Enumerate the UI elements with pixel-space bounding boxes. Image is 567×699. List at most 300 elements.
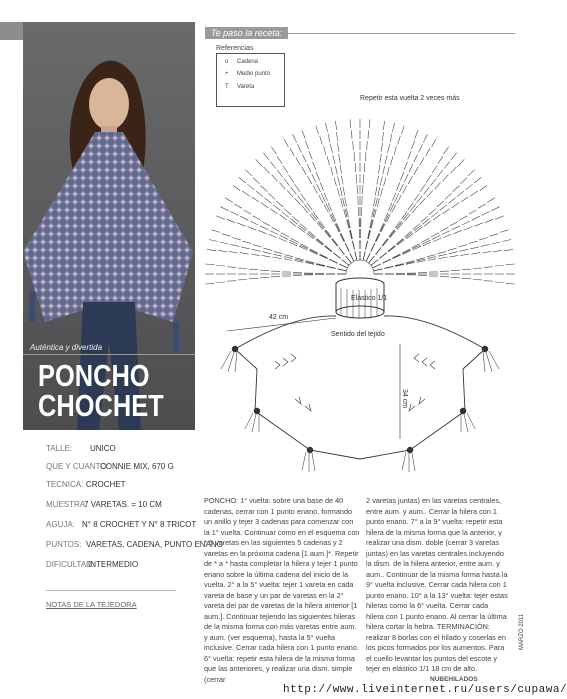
height-label: 34 cm — [401, 389, 408, 409]
stitch-mark — [290, 219, 297, 225]
stitch-mark — [227, 267, 236, 268]
legend-label-medio-punto: Medio punto — [237, 71, 271, 77]
stitch-mark — [458, 245, 467, 247]
stitch-mark — [400, 172, 404, 180]
spec-label: MUESTRA: — [46, 500, 88, 509]
stitch-mark — [388, 144, 390, 153]
stitch-mark — [227, 281, 236, 282]
stitch-mark — [264, 167, 270, 174]
recipe-text-col2: 2 varetas juntas) en las varetas centrales, entre aum. y aum.. Cerrar la hilera con 1 punto enano. 7° a la 9° vuelta: repetir esta hilera de la misma forma que la anterior, y realizar una dism. doble (cerrar 3 varetas juntas) en las varetas centrales incluyendo la dism. de la hilera anterior, entre aum. y aum.. Continuar de la misma forma hasta la 9° vuelta inclusive. Cerrar cada hilera con 1 punto enano. 10° a la 13° vuelta: tejer estas hileras como la 6° vuelta. Cerrar cada hilera con 1 punto enano. Al cerrar la última hilera cortar la hebra. TERMINACIÓN: realizar 8 borlas con el hilado y coserlas en los picos formados por los aumentos. Para el cuello levantar los puntos del escote y tejer en elástico 1/1 18 cm de alto. — [366, 496, 508, 673]
stitch-mark — [478, 204, 486, 208]
stitch-mark — [482, 251, 491, 253]
stitch-mark — [273, 205, 280, 211]
stitch-mark — [366, 241, 368, 250]
stitch-mark — [274, 251, 283, 253]
stitch-mark — [374, 198, 376, 207]
stitch-mark — [367, 141, 368, 150]
stitch-mark — [309, 151, 313, 159]
stitch-mark — [302, 167, 306, 175]
stitch-mark — [316, 125, 319, 134]
stitch-mark — [443, 234, 451, 238]
stitch-mark — [426, 148, 430, 156]
spec-value: INTERMEDIO — [88, 560, 139, 569]
stitch-mark — [337, 223, 341, 231]
stitch-mark — [437, 201, 444, 207]
stitch-mark — [248, 227, 256, 231]
stitch-mark — [300, 224, 307, 230]
stitch-mark — [388, 246, 395, 252]
stitch-mark — [251, 254, 260, 256]
stitch-mark — [325, 230, 331, 237]
spec-value: N° 8 CROCHET Y N° 8 TRICOT — [82, 520, 197, 529]
stitch-mark — [298, 144, 302, 152]
stitch-mark — [230, 212, 238, 216]
stitch-mark — [262, 222, 270, 226]
stitch-mark — [343, 187, 345, 196]
stitch-mark — [404, 162, 408, 170]
stitch-mark — [432, 139, 436, 147]
stitch-mark — [371, 243, 375, 251]
stitch-mark — [271, 147, 276, 154]
stitch-mark — [376, 234, 380, 242]
stitch-mark — [390, 134, 392, 143]
stitch-mark — [408, 176, 412, 184]
stitch-mark — [258, 230, 266, 234]
stitch-mark — [289, 242, 297, 246]
stitch-mark — [290, 148, 294, 156]
stitch-mark — [470, 247, 479, 249]
stitch-mark — [380, 188, 382, 197]
stitch-mark — [289, 175, 294, 182]
stitch-mark — [392, 205, 396, 213]
stitch-mark — [423, 219, 430, 225]
stitch-mark — [352, 130, 353, 139]
stitch-mark — [427, 255, 436, 257]
stitch-mark — [331, 167, 333, 176]
stitch-mark — [411, 141, 414, 149]
stitch-mark — [239, 177, 246, 183]
stitch-mark — [313, 186, 317, 194]
stitch-mark — [495, 282, 504, 283]
stitch-mark — [283, 166, 288, 173]
stitch-mark — [457, 191, 464, 197]
stitch-mark — [403, 213, 409, 220]
stitch-mark — [414, 167, 418, 175]
stitch-mark — [302, 206, 308, 213]
stitch-mark — [414, 154, 418, 162]
stitch-mark — [422, 240, 430, 244]
stitch-mark — [307, 164, 311, 172]
stitch-mark — [242, 191, 249, 196]
stitch-mark — [332, 239, 338, 246]
stitch-mark — [393, 123, 395, 132]
stitch-mark — [330, 144, 332, 153]
stitch-mark — [270, 231, 278, 235]
stitch-mark — [402, 212, 407, 219]
stitch-mark — [383, 239, 389, 246]
stitch-mark — [263, 252, 272, 254]
stitch-mark — [282, 212, 289, 218]
stitch-mark — [350, 119, 351, 128]
stitch-mark — [404, 174, 408, 182]
stitch-mark — [305, 204, 311, 211]
collar-label: Elástico 1/1 — [351, 295, 388, 302]
stitch-mark — [421, 238, 429, 242]
watermark-url: http://www.liveinternet.ru/users/cupawa/ — [283, 684, 567, 696]
stitch-mark — [378, 165, 380, 174]
spec-label: AGUJA: — [46, 520, 75, 529]
stitch-mark — [285, 255, 294, 257]
stitch-mark — [343, 198, 345, 207]
stitch-mark — [402, 250, 410, 254]
stitch-mark — [241, 247, 250, 249]
stitch-mark — [310, 214, 316, 221]
stitch-mark — [205, 283, 214, 284]
stitch-mark — [380, 253, 387, 259]
stitch-mark — [398, 136, 401, 145]
stitch-mark — [335, 224, 339, 232]
stitch-mark — [273, 254, 282, 256]
stitch-mark — [260, 226, 268, 230]
stitch-mark — [316, 239, 323, 245]
stitch-mark — [460, 254, 469, 256]
stitch-mark — [290, 240, 298, 244]
stitch-mark — [487, 198, 495, 202]
notes-link[interactable]: NOTAS DE LA TEJEDORA — [46, 600, 137, 609]
stitch-mark — [263, 248, 272, 250]
stitch-mark — [291, 238, 299, 242]
stitch-mark — [493, 250, 502, 252]
stitch-mark — [383, 121, 385, 130]
stitch-mark — [409, 164, 413, 172]
stitch-mark — [329, 259, 337, 263]
stitch-mark — [502, 240, 511, 242]
stitch-mark — [277, 156, 282, 163]
stitch-mark — [340, 187, 342, 196]
stitch-mark — [388, 246, 395, 252]
tassels — [221, 346, 499, 472]
stitch-mark — [350, 253, 354, 261]
stitch-mark — [326, 204, 330, 212]
stitch-mark — [482, 212, 490, 216]
stitch-mark — [427, 257, 436, 259]
stitch-mark — [253, 245, 262, 247]
stitch-mark — [490, 234, 499, 237]
stitch-mark — [263, 153, 269, 160]
stitch-mark — [474, 177, 481, 183]
stitch-mark — [383, 259, 391, 263]
stitch-mark — [345, 243, 349, 251]
stitch-mark — [262, 255, 271, 257]
stitch-mark — [378, 187, 380, 196]
stitch-mark — [376, 248, 382, 255]
stitch-mark — [302, 154, 306, 162]
stitch-mark — [414, 225, 421, 231]
stitch-mark — [316, 172, 320, 180]
stitch-mark — [383, 166, 385, 175]
stitch-mark — [448, 248, 457, 250]
stitch-mark — [412, 206, 418, 213]
stitch-mark — [353, 141, 354, 150]
stitch-mark — [240, 216, 248, 220]
stitch-mark — [293, 134, 297, 142]
stitch-mark — [324, 146, 326, 155]
stitch-mark — [284, 259, 293, 261]
stitch-mark — [363, 252, 365, 261]
stitch-mark — [375, 198, 377, 207]
stitch-mark — [392, 255, 400, 259]
stitch-mark — [504, 249, 513, 251]
stitch-mark — [442, 209, 449, 214]
legend-symbol-cadena: o — [225, 59, 229, 65]
spec-value: UNICO — [90, 444, 116, 453]
stitch-mark — [340, 165, 342, 174]
stitch-mark — [298, 227, 305, 232]
stitch-mark — [408, 151, 412, 159]
stitch-mark — [400, 184, 404, 192]
stitch-mark — [296, 158, 300, 166]
stitch-mark — [397, 239, 404, 245]
stitch-mark — [225, 198, 233, 202]
stitch-mark — [392, 193, 396, 201]
stitch-mark — [334, 177, 336, 186]
stitch-mark — [464, 227, 472, 231]
stitch-mark — [312, 174, 316, 182]
stitch-mark — [472, 216, 480, 220]
stitch-mark — [445, 193, 452, 199]
title-line-2: CHOCHET — [38, 388, 164, 423]
stitch-mark — [382, 239, 388, 246]
stitch-mark — [311, 213, 317, 220]
stitch-mark — [492, 242, 501, 244]
stitch-mark — [328, 134, 330, 143]
stitch-mark — [415, 130, 418, 138]
stitch-mark — [310, 249, 318, 253]
stitch-mark — [325, 246, 332, 252]
stitch-mark — [332, 239, 338, 246]
stitch-mark — [345, 198, 347, 207]
stitch-mark — [320, 136, 323, 145]
stitch-mark — [320, 182, 324, 190]
stitch-mark — [272, 227, 280, 231]
stitch-mark — [279, 182, 285, 189]
stitch-mark — [295, 184, 300, 191]
stitch-mark — [461, 197, 468, 202]
stitch-mark — [500, 230, 509, 233]
stitch-mark — [326, 123, 328, 132]
stitch-mark — [492, 207, 500, 211]
stitch-mark — [450, 222, 458, 226]
stitch-mark — [369, 119, 370, 128]
stitch-mark — [341, 176, 343, 185]
stitch-mark — [448, 198, 455, 204]
stitch-mark — [313, 212, 318, 219]
stitch-mark — [229, 251, 238, 253]
stitch-mark — [451, 153, 457, 160]
stitch-mark — [247, 184, 254, 190]
stitch-mark — [413, 224, 420, 230]
stitch-mark — [346, 256, 352, 263]
stitch-mark — [284, 179, 290, 186]
stitch-mark — [377, 199, 379, 208]
stitch-mark — [389, 230, 395, 237]
stitch-mark — [245, 170, 252, 176]
stitch-mark — [220, 242, 229, 244]
stitch-mark — [387, 167, 389, 176]
stitch-mark — [222, 234, 231, 237]
stitch-mark — [458, 159, 464, 166]
stitch-mark — [336, 224, 340, 232]
stitch-mark — [444, 147, 449, 154]
stitch-mark — [431, 179, 437, 186]
stitch-mark — [341, 234, 345, 242]
stitch-mark — [420, 184, 425, 191]
spec-value: CONNIE MIX, 670 G — [100, 462, 174, 471]
stitch-mark — [485, 219, 493, 222]
stitch-mark — [295, 198, 301, 205]
issue-date: MARZO 2011 — [519, 613, 525, 650]
width-label: 42 cm — [269, 314, 289, 321]
stitch-mark — [268, 234, 276, 238]
stitch-mark — [449, 252, 458, 254]
stitch-mark — [449, 255, 458, 257]
stitch-mark — [355, 252, 357, 261]
stitch-mark — [244, 210, 252, 214]
stitch-mark — [402, 125, 405, 134]
spec-label: DIFICULTAD: — [46, 560, 95, 569]
stitch-mark — [429, 209, 436, 215]
stitch-mark — [405, 214, 411, 221]
stitch-mark — [439, 257, 448, 259]
stitch-mark — [469, 241, 478, 243]
stitch-mark — [414, 194, 419, 201]
stitch-mark — [338, 177, 340, 186]
stitch-mark — [253, 178, 260, 184]
stitch-mark — [335, 121, 337, 130]
stitch-mark — [284, 209, 291, 215]
stitch-mark — [380, 224, 384, 232]
stitch-mark — [325, 246, 332, 252]
stitch-mark — [368, 130, 369, 139]
stitch-mark — [337, 188, 339, 197]
stitch-mark — [433, 238, 441, 242]
stitch-mark — [337, 143, 339, 152]
stitch-mark — [299, 225, 306, 231]
stitch-mark — [308, 176, 312, 184]
stitch-mark — [291, 187, 297, 194]
stitch-mark — [466, 184, 473, 190]
stitch-mark — [374, 269, 383, 271]
spec-value: CROCHET — [86, 480, 126, 489]
stitch-mark — [468, 170, 475, 176]
stitch-mark — [384, 267, 393, 269]
stitch-mark — [442, 231, 450, 235]
poncho-schematic — [227, 278, 485, 459]
stitch-mark — [298, 196, 304, 203]
stitch-mark — [327, 157, 329, 166]
stitch-mark — [420, 158, 424, 166]
stitch-mark — [279, 238, 287, 242]
stitch-mark — [390, 204, 394, 212]
stitch-mark — [216, 216, 224, 219]
stitch-mark — [381, 224, 385, 232]
stitch-mark — [334, 253, 341, 259]
stitch-mark — [437, 251, 446, 253]
stitch-mark — [423, 242, 431, 246]
stitch-mark — [265, 198, 272, 204]
stitch-mark — [233, 185, 240, 190]
stitch-mark — [484, 267, 493, 268]
stitch-mark — [402, 249, 410, 253]
stitch-mark — [388, 203, 392, 211]
stitch-mark — [428, 259, 437, 261]
stitch-mark — [261, 186, 268, 192]
stitch-mark — [256, 191, 263, 197]
stitch-mark — [270, 209, 277, 214]
stitch-mark — [366, 253, 370, 261]
stitch-mark — [419, 144, 423, 152]
stitch-mark — [424, 187, 430, 194]
stitch-mark — [382, 239, 388, 246]
stitch-mark — [320, 255, 328, 259]
stitch-mark — [234, 204, 242, 208]
stitch-mark — [272, 175, 278, 182]
stitch-mark — [218, 250, 227, 252]
stitch-mark — [216, 266, 225, 267]
stitch-mark — [339, 247, 345, 254]
stitch-mark — [417, 196, 423, 203]
stitch-mark — [442, 175, 448, 182]
stitch-mark — [227, 219, 235, 222]
legend-symbol-vareta: T — [225, 84, 229, 90]
stitch-mark — [284, 139, 288, 147]
stitch-mark — [450, 167, 456, 174]
stitch-mark — [277, 170, 283, 177]
stitch-mark — [338, 269, 347, 271]
spec-label: PUNTOS: — [46, 540, 82, 549]
stitch-mark — [284, 257, 293, 259]
stitch-mark — [353, 241, 355, 250]
header-rule — [285, 33, 515, 34]
stitch-mark — [276, 201, 283, 207]
stitch-mark — [209, 240, 218, 242]
stitch-mark — [388, 246, 395, 252]
stitch-mark — [280, 215, 287, 220]
stitch-mark — [421, 216, 428, 222]
stitch-mark — [495, 216, 503, 219]
stitch-mark — [391, 157, 393, 166]
notes-rule — [46, 590, 176, 591]
stitch-mark — [268, 193, 275, 199]
stitch-mark — [325, 246, 332, 252]
stitch-mark — [305, 141, 308, 149]
stitch-mark — [419, 198, 425, 205]
stitch-mark — [270, 161, 276, 168]
spec-value: 7 VARETAS. = 10 CM — [84, 500, 162, 509]
spec-value: VARETAS, CADENA, PUNTO ENANO — [86, 540, 223, 549]
stitch-mark — [375, 187, 377, 196]
stitch-mark — [452, 203, 459, 208]
stitch-mark — [479, 238, 488, 240]
stitch-mark — [301, 194, 306, 201]
stitch-mark — [377, 176, 379, 185]
stitch-mark — [369, 256, 375, 263]
stitch-mark — [471, 253, 480, 255]
stitch-mark — [333, 155, 335, 164]
stitch-mark — [380, 177, 382, 186]
stitch-mark — [341, 199, 343, 208]
stitch-mark — [216, 282, 225, 283]
